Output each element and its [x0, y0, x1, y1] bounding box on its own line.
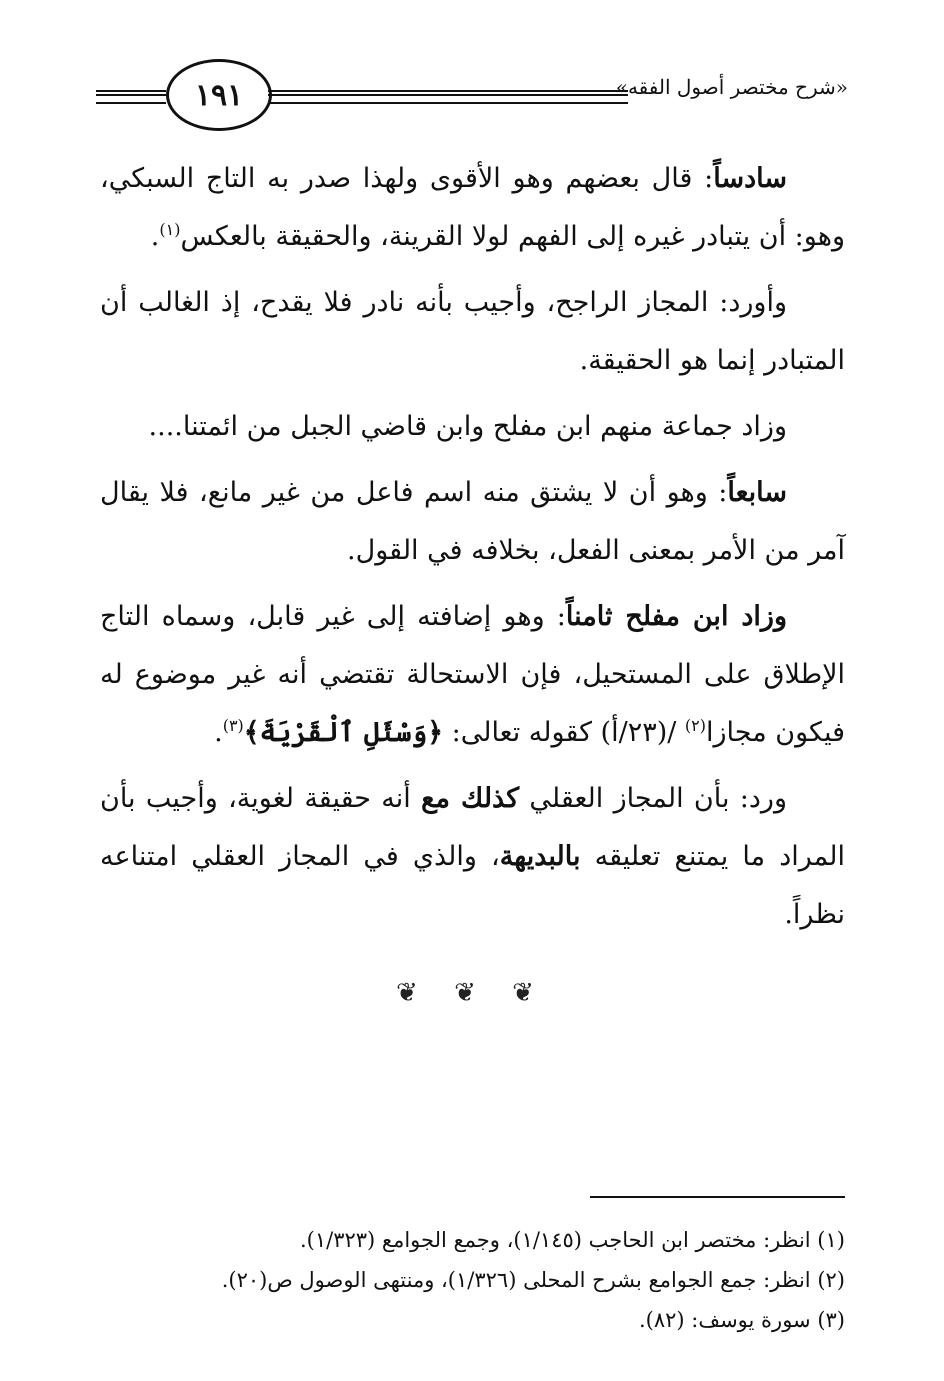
paragraph-text: ورد: بأن المجاز العقلي: [519, 783, 788, 814]
paragraph-end: .: [214, 717, 223, 748]
paragraph-text: وزاد جماعة منهم ابن مفلح وابن قاضي الجبل من ائمتنا....: [148, 411, 787, 442]
paragraph-addition: [100, 398, 845, 456]
running-title: «شرح مختصر أصول الفقه»: [615, 75, 848, 99]
paragraph-text: : وهو إضافته إلى غير قابل، وسماه التاج الإطلاق على المستحيل، فإن الاستحالة تقتضي أنه غير موضوع له فيكون مجازا: [100, 601, 845, 748]
paragraph-text: ، والذي في المجاز العقلي امتناعه نظراً.: [100, 841, 845, 930]
footnote-ref: (١): [159, 220, 181, 239]
footnote-separator: [590, 1196, 845, 1198]
footnote-item: (٢) انظر: جمع الجوامع بشرح المحلى (١/٣٢٦)، ومنتهى الوصول ص(٢٠).: [221, 1268, 845, 1292]
paragraph-lead: سابعاً: [727, 477, 787, 508]
emphasis-text: بالبديهة: [499, 841, 581, 872]
header-rule-left: [96, 90, 166, 104]
paragraph-seventh: [100, 464, 845, 580]
quran-verse: ﴿وَسْئَلِ ٱلْقَرْيَةَ﴾: [243, 717, 444, 748]
paragraph-text: وأورد: المجاز الراجح، وأجيب بأنه نادر فلا يقدح، إذ الغالب أن المتبادر إنما هو الحقيقة.: [100, 287, 845, 376]
paragraph-lead: وزاد ابن مفلح ثامناً: [565, 601, 788, 632]
footnote-ref: (٢): [684, 716, 707, 735]
page-number: ١٩١: [166, 59, 272, 131]
header-rule-right: [268, 90, 628, 104]
footnote-item: (٣) سورة يوسف: (٨٢).: [638, 1308, 845, 1332]
footnote-ref: (٣): [222, 716, 244, 735]
emphasis-text: كذلك مع: [421, 783, 520, 814]
main-text: [100, 150, 845, 952]
paragraph-end: .: [150, 221, 160, 252]
paragraph-lead: سادساً: [713, 163, 787, 194]
paragraph-sixth: [100, 150, 845, 266]
paragraph-text: : قال بعضهم وهو الأقوى ولهذا صدر به التاج السبكي، وهو: أن يتبادر غيره إلى الفهم لولا القرينة، والحقيقة بالعكس: [100, 163, 845, 252]
page-header: [96, 55, 848, 145]
paragraph-text: : وهو أن لا يشتق منه اسم فاعل من غير مانع، فلا يقال آمر من الأمر بمعنى الفعل، بخلافه في القول.: [100, 477, 845, 566]
paragraph-reply: [100, 770, 845, 944]
paragraph-objection: [100, 274, 845, 390]
paragraph-text: أنه حقيقة لغوية، وأجيب بأن المراد ما يمتنع تعليقه: [100, 783, 846, 872]
paragraph-eighth: [100, 588, 845, 762]
paragraph-text-continued: /(٢٣/أ) كقوله تعالى:: [443, 717, 685, 748]
footnotes: [100, 1220, 845, 1340]
section-ornament: ❦ ❦ ❦: [396, 978, 548, 1008]
footnote-item: (١) انظر: مختصر ابن الحاجب (١/١٤٥)، وجمع الجوامع (١/٣٢٣).: [299, 1228, 845, 1252]
